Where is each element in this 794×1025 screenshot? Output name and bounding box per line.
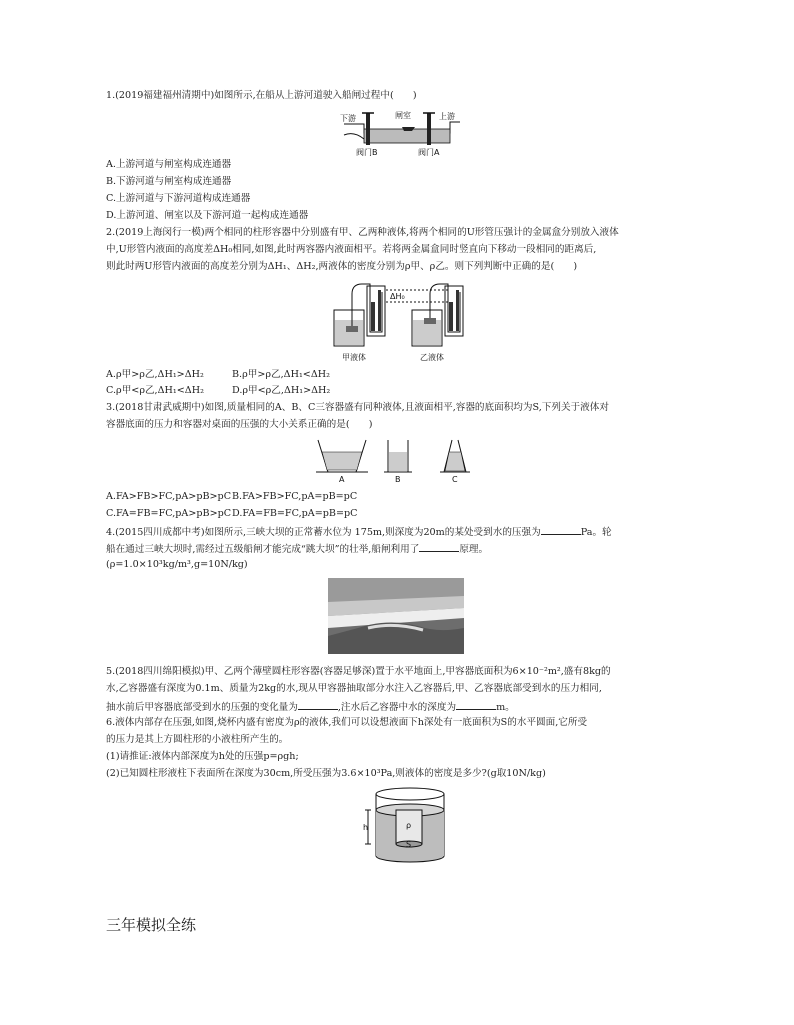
label-container-b: B (395, 475, 401, 484)
q4-text-1a: 4.(2015四川成都中考)如图所示,三峡大坝的正常蓄水位为 175m,则深度为20m的某处受到水的压强为 (106, 527, 541, 538)
q3-option-d: D.FA=FB=FC,pA=pB=pC (232, 508, 358, 519)
label-liquid-jia: 甲液体 (342, 353, 366, 362)
q2-option-d: D.ρ甲<ρ乙,ΔH₁>ΔH₂ (232, 385, 331, 396)
q2-line-3: 则此时两U形管内液面的高度差分别为ΔH₁、ΔH₂,两液体的密度分别为ρ甲、ρ乙。则下列判断中正确的是( ) (106, 261, 578, 272)
q5-line-3 (106, 699, 515, 715)
q5-line-1: 5.(2018四川绵阳模拟)甲、乙两个薄壁圆柱形容器(容器足够深)置于水平地面上,甲容器底面积为6×10⁻²m²,盛有8kg的 (106, 666, 611, 677)
q3-option-a: A.FA>FB>FC,pA>pB>pC (106, 491, 232, 502)
q2-option-b: B.ρ甲>ρ乙,ΔH₁<ΔH₂ (232, 369, 330, 380)
section-title: 三年模拟全练 (106, 916, 197, 934)
label-delta-h0: ΔH₀ (390, 292, 405, 301)
label-upstream: 上游 (439, 112, 455, 121)
label-depth-h: h (363, 823, 369, 832)
q6-subquestion-2: (2)已知圆柱形液柱下表面所在深度为30cm,所受压强为3.6×10³Pa,则液体的密度是多少?(g取10N/kg) (106, 768, 546, 779)
q5-text-3b: ,注水后乙容器中水的深度为 (337, 702, 457, 713)
q2-option-a: A.ρ甲>ρ乙,ΔH₁>ΔH₂ (106, 369, 204, 380)
liquid-column-figure (362, 784, 452, 868)
q4-text-2b: 原理。 (459, 544, 489, 555)
label-downstream: 下游 (340, 114, 356, 123)
three-gorges-dam-photo (328, 578, 464, 654)
containers-figure (316, 438, 476, 484)
q1-option-a: A.上游河道与闸室构成连通器 (106, 159, 232, 170)
q4-line-2 (106, 541, 488, 557)
q2-line-2: 中,U形管内液面的高度差ΔH₀相同,如图,此时两容器内液面相平。若将两金属盒同时竖直向下移动一段相同的距离后, (106, 244, 597, 255)
label-container-a: A (339, 475, 345, 484)
q4-line-3: (ρ=1.0×10³kg/m³,g=10N/kg) (106, 559, 248, 570)
q1-option-d: D.上游河道、闸室以及下游河道一起构成连通器 (106, 210, 309, 221)
label-valve-b: 阀门B (356, 148, 378, 157)
label-container-c: C (452, 475, 458, 484)
q3-line-2: 容器底面的压力和容器对桌面的压强的大小关系正确的是( ) (106, 419, 373, 430)
q5-line-2: 水,乙容器盛有深度为0.1m、质量为2kg的水,现从甲容器抽取部分水注入乙容器后,甲、乙容器底部受到水的压力相同, (106, 683, 602, 694)
q5-text-3a: 抽水前后甲容器底部受到水的压强的变化量为 (106, 702, 298, 713)
label-density-rho: ρ (406, 821, 412, 830)
q2-option-c: C.ρ甲<ρ乙,ΔH₁<ΔH₂ (106, 385, 204, 396)
q5-answer-blank-2[interactable] (456, 699, 496, 710)
u-tube-figure (330, 280, 470, 364)
q4-line-1 (106, 524, 612, 540)
q4-answer-blank-2[interactable] (419, 541, 459, 552)
label-valve-a: 阀门A (418, 148, 440, 157)
q3-option-c: C.FA=FB=FC,pA>pB>pC (106, 508, 232, 519)
q4-text-1b: Pa。轮 (580, 527, 612, 538)
q5-answer-blank-1[interactable] (298, 699, 338, 710)
q1-option-b: B.下游河道与闸室构成连通器 (106, 176, 232, 187)
q6-line-1: 6.液体内部存在压强,如图,烧杯内盛有密度为ρ的液体,我们可以设想液面下h深处有一底面积为S的水平圆面,它所受 (106, 717, 588, 728)
q3-option-b: B.FA>FB>FC,pA=pB=pC (232, 491, 358, 502)
label-liquid-yi: 乙液体 (420, 353, 444, 362)
q1-stem: 1.(2019福建福州清期中)如图所示,在船从上游河道驶入船闸过程中( ) (106, 90, 417, 101)
q2-line-1: 2.(2019上海闵行一模)两个相同的柱形容器中分别盛有甲、乙两种液体,将两个相同的U形管压强计的金属盒分别放入液体 (106, 227, 619, 238)
label-area-s: S (406, 840, 412, 849)
q4-answer-blank-1[interactable] (541, 524, 581, 535)
q1-option-c: C.上游河道与下游河道构成连通器 (106, 193, 251, 204)
q5-text-3c: m。 (496, 702, 515, 713)
q6-line-2: 的压力是其上方圆柱形的小液柱所产生的。 (106, 734, 289, 745)
q3-line-1: 3.(2018甘肃武威期中)如图,质量相同的A、B、C三容器盛有同种液体,且液面相平,容器的底面积均为S,下列关于液体对 (106, 402, 609, 413)
q6-subquestion-1: (1)请推证:液体内部深度为h处的压强p=ρgh; (106, 751, 299, 762)
label-lock-chamber: 闸室 (395, 111, 411, 120)
q4-text-2a: 船在通过三峡大坝时,需经过五级船闸才能完成“跳大坝”的壮举,船闸利用了 (106, 544, 420, 555)
ship-lock-figure (340, 109, 462, 157)
